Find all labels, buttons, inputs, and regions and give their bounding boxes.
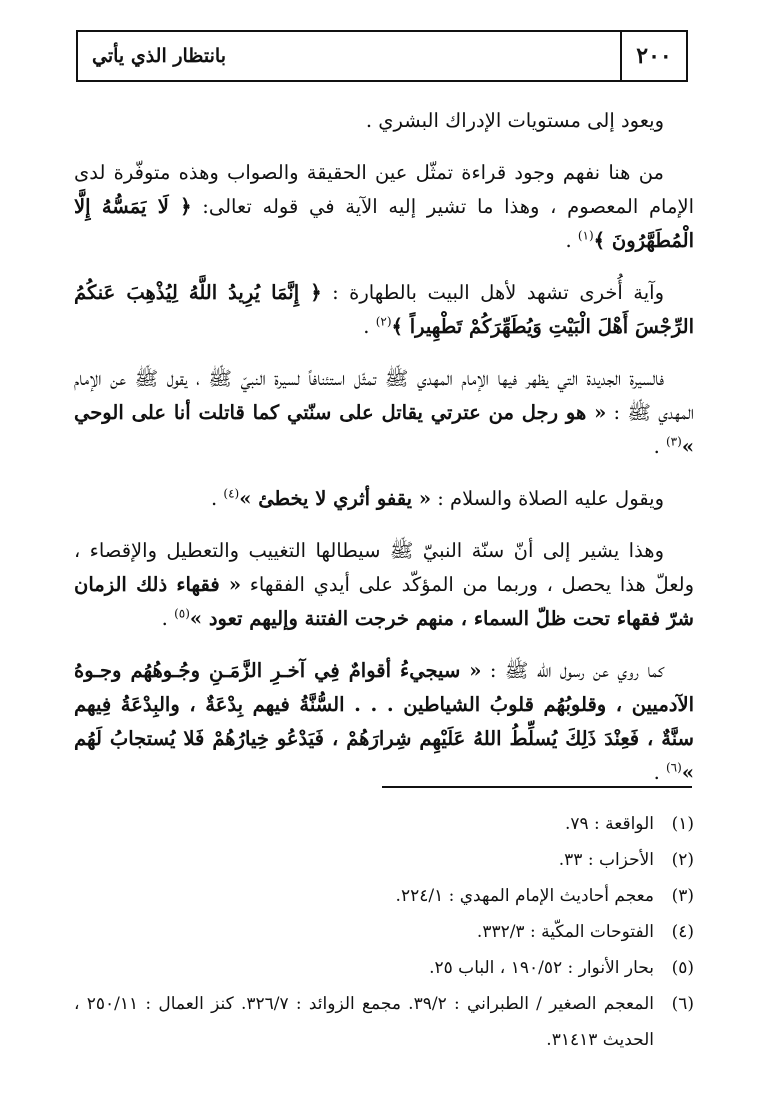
footnote-ref: (٢) [375,314,392,329]
hadith-quote: « سيجيءُ أقوامٌ فِي آخـرِ الزَّمَـنِ وجُـوهُهُم وجـوهُ الآدميين ، وقلوبُهُم قلوبُ الشياطين . . . السُّنَّةُ فيهم بِدْعَةٌ ، والبِدْعَةُ فِيهم سنَّةٌ ، فَعِنْدَ ذَلِكَ يُسلِّطُ اللهُ عَلَيْهِم شِرارَهُمْ ، فَيَدْعُو خِيارُهُمْ فَلا يُستجابُ لَهُم » [74,659,694,784]
footnote-ref: (٦) [665,760,682,775]
footnote: (٣) معجم أحاديث الإمام المهدي : ٢٢٤/١. [395,886,694,906]
hadith-quote: « فقهاء ذلك الزمان شرّ فقهاء تحت ظلّ السماء ، منهم خرجت الفتنة وإليهم تعود » [74,573,694,630]
footnote-ref: (١) [577,228,594,243]
footnote: (١) الواقعة : ٧٩. [564,814,694,834]
footnotes [74,806,694,1058]
paragraph-1: ويعود إلى مستويات الإدراك البشري . [365,109,664,132]
paragraph-4: فالسيرة الجديدة التي يظهر فيها الإمام المهدي ﷺ تمثّل استئنافاً لسيرة النبيّ ﷺ ، يقول ﷺ عن الإمام المهدي ﷺ : « هو رجل من عترتي يقاتل على سنّتي كما قاتلت أنا على الوحي »$^{(٣)}$ . [74,367,694,458]
quran-quote: ﴿ لَا يَمَسُّهُ إِلَّا الْمُطَهَّرُونَ ﴾ [74,195,694,252]
footnote: (٢) الأحزاب : ٣٣. [558,850,694,870]
footnote-ref: (٣) [665,434,682,449]
paragraph-2: من هنا نفهم وجود قراءة تمثّل عين الحقيقة والصواب وهذه متوفّرة لدى الإمام المعصوم ، وهذا ما تشير إليه الآية في قوله تعالى: ﴿ لَا يَمَسُّهُ إِلَّا الْمُطَهَّرُونَ ﴾$^{(١)}$ . [74,161,694,252]
footnote-divider [382,786,692,788]
quran-quote: ﴿ إِنَّمَا يُرِيدُ اللَّهُ لِيُذْهِبَ عَنكُمُ الرِّجْسَ أَهْلَ الْبَيْتِ وَيُطَهِّرَكُمْ تَطْهِيراً ﴾ [74,281,694,338]
footnote-ref: (٤) [223,486,240,501]
paragraph-7: كما روي عن رسول الله ﷺ : « سيجيءُ أقوامٌ فِي آخـرِ الزَّمَـنِ وجُـوهُهُم وجـوهُ الآدميين ، وقلوبُهُم قلوبُ الشياطين . . . السُّنَّةُ فيهم بِدْعَةٌ ، والبِدْعَةُ فِيهم سنَّةٌ ، فَعِنْدَ ذَلِكَ يُسلِّطُ اللهُ عَلَيْهِم شِرارَهُمْ ، فَيَدْعُو خِيارُهُمْ فَلا يُستجابُ لَهُم »$^{(٦)}$ . [74,659,694,784]
footnote: (٤) الفتوحات المكّية : ٣٣٢/٣. [476,922,694,942]
page-number: ٢٠٠ [620,32,686,80]
hadith-quote: « يقفو أثري لا يخطئ » [239,487,432,510]
paragraph-5: ويقول عليه الصلاة والسلام : « يقفو أثري لا يخطئ »$^{(٤)}$ . [211,486,664,510]
page-header [76,30,688,82]
paragraph-3: وآية أُخرى تشهد لأهل البيت بالطهارة : ﴿ إِنَّمَا يُرِيدُ اللَّهُ لِيُذْهِبَ عَنكُمُ الرِّجْسَ أَهْلَ الْبَيْتِ وَيُطَهِّرَكُمْ تَطْهِيراً ﴾$^{(٢)}$ . [74,281,694,338]
running-title: بانتظار الذي يأتي [92,45,226,67]
footnote: (٦) المعجم الصغير / الطبراني : ٣٩/٢. مجمع الزوائد : ٣٢٦/٧. كنز العمال : ٢٥٠/١١ ، الحديث ٣١٤١٣. [74,994,694,1050]
paragraph-6: وهذا يشير إلى أنّ سنّة النبيّ ﷺ سيطالها التغييب والتعطيل والإقصاء ، ولعلّ هذا يحصل ، وربما من المؤكّد على أيدي الفقهاء « فقهاء ذلك الزمان شرّ فقهاء تحت ظلّ السماء ، منهم خرجت الفتنة وإليهم تعود »$^{(٥)}$ . [74,539,694,630]
main-text [74,104,694,808]
footnote-ref: (٥) [174,606,190,621]
footnote: (٥) بحار الأنوار : ١٩٠/٥٢ ، الباب ٢٥. [429,958,694,978]
hadith-quote: « هو رجل من عترتي يقاتل على سنّتي كما قاتلت أنا على الوحي » [74,401,694,458]
